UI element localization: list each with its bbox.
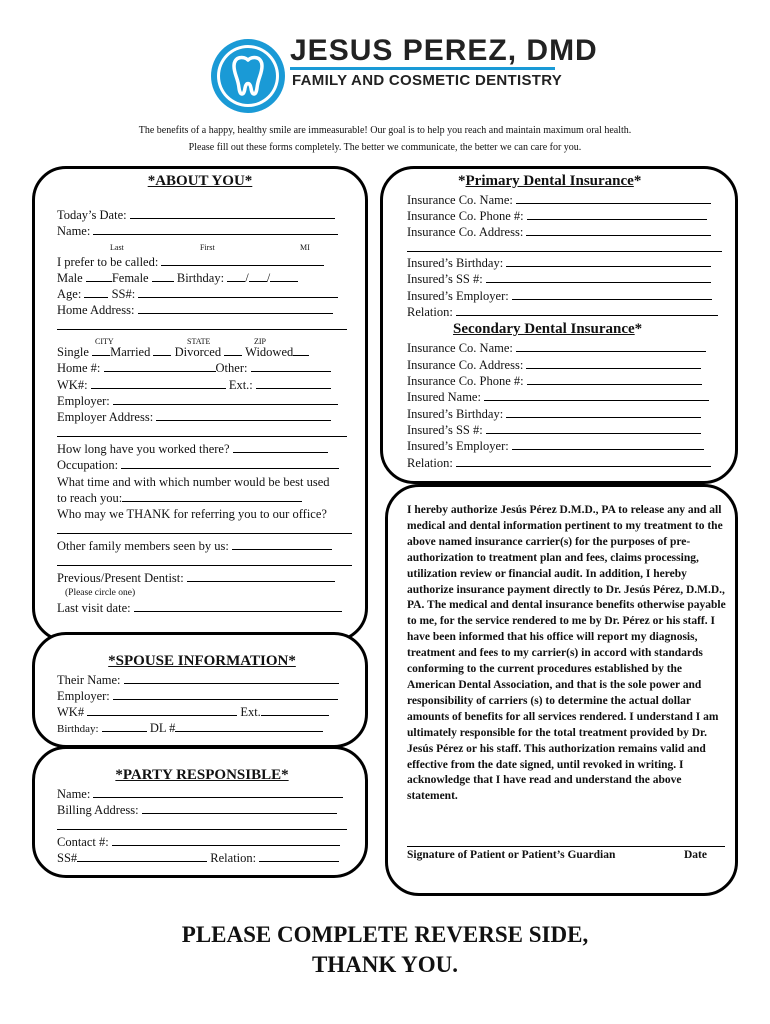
contact-field[interactable]: [57, 834, 340, 850]
divorced-label: Divorced: [174, 345, 222, 359]
best-time-field[interactable]: [57, 490, 302, 506]
preferred-name-label: I prefer to be called:: [57, 255, 159, 269]
party-ss-label: SS#: [57, 851, 78, 865]
primary-co-phone-field[interactable]: [407, 208, 707, 224]
primary-co-address-field[interactable]: [407, 224, 711, 240]
spouse-wk-label: WK#: [57, 705, 85, 719]
primary-ins-employer-field[interactable]: [407, 288, 712, 304]
secondary-insurance-heading: Secondary Dental Insurance: [453, 321, 635, 337]
last-visit-label: Last visit date:: [57, 601, 131, 615]
previous-dentist-field[interactable]: [57, 570, 335, 586]
spouse-wk-row[interactable]: [57, 704, 329, 720]
family-members-field[interactable]: [57, 538, 332, 554]
billing-address-line2[interactable]: [57, 818, 347, 834]
primary-insurance-title: *Primary Dental Insurance*: [458, 173, 642, 189]
primary-ins-ss-field[interactable]: [407, 271, 711, 287]
secondary-co-phone-field[interactable]: [407, 373, 702, 389]
wk-label: WK#:: [57, 378, 88, 392]
todays-date-field[interactable]: [57, 207, 335, 223]
secondary-insurance-title: Secondary Dental Insurance*: [453, 321, 643, 337]
name-sub-last: Last: [110, 243, 124, 252]
primary-co-address-line2[interactable]: [407, 240, 722, 256]
spouse-employer-field[interactable]: [57, 688, 338, 704]
referral-label: Who may we THANK for referring you to our office?: [57, 507, 327, 521]
employer-address-label: Employer Address:: [57, 410, 154, 424]
secondary-ins-employer-field[interactable]: [407, 438, 704, 454]
home-address-line2[interactable]: [57, 318, 347, 334]
other-label: Other:: [215, 361, 248, 375]
family-members-label: Other family members seen by us:: [57, 539, 229, 553]
occupation-field[interactable]: [57, 457, 339, 473]
primary-ins-birthday-field[interactable]: [407, 255, 711, 271]
female-label: Female: [111, 271, 149, 285]
primary-relation-label: Relation:: [407, 305, 453, 319]
primary-relation-field[interactable]: [407, 304, 718, 320]
spouse-birthday-label: Birthday:: [57, 723, 99, 735]
employer-field[interactable]: [57, 393, 338, 409]
home-phone-row[interactable]: [57, 360, 331, 376]
addr-sub-state: STATE: [187, 337, 211, 346]
billing-address-field[interactable]: [57, 802, 337, 818]
addr-sub-city: CITY: [95, 337, 114, 346]
party-name-label: Name:: [57, 787, 91, 801]
preferred-name-field[interactable]: [57, 254, 324, 270]
birthday-label: Birthday:: [176, 271, 225, 285]
referral-field[interactable]: [57, 522, 352, 538]
spouse-title: [0, 653, 404, 670]
primary-ins-birthday-label: Insured’s Birthday:: [407, 256, 504, 270]
name-field[interactable]: [57, 223, 338, 239]
spouse-ext-label: Ext.: [240, 705, 261, 719]
party-name-field[interactable]: [57, 786, 343, 802]
spouse-name-field[interactable]: [57, 672, 339, 688]
practice-name: JESUS PEREZ, DMD: [290, 34, 598, 67]
how-long-field[interactable]: [57, 441, 328, 457]
secondary-ins-birthday-field[interactable]: [407, 406, 701, 422]
about-you-heading: *ABOUT YOU*: [147, 173, 253, 189]
married-label: Married: [110, 345, 151, 359]
spouse-birthday-row[interactable]: [57, 720, 323, 737]
ss-label: SS#:: [111, 287, 136, 301]
primary-co-address-label: Insurance Co. Address:: [407, 225, 524, 239]
name-sub-first: First: [200, 243, 215, 252]
secondary-co-phone-label: Insurance Co. Phone #:: [407, 374, 524, 388]
signature-date-label: Date: [684, 849, 707, 861]
best-time-label-2: to reach you:: [57, 491, 123, 505]
billing-address-label: Billing Address:: [57, 803, 139, 817]
gender-birthday-row[interactable]: Male Female Birthday: / /: [57, 270, 298, 286]
secondary-relation-label: Relation:: [407, 456, 453, 470]
employer-address-line2[interactable]: [57, 425, 347, 441]
spouse-heading: *SPOUSE INFORMATION*: [108, 653, 296, 669]
widowed-label: Widowed: [245, 345, 294, 359]
home-address-label: Home Address:: [57, 303, 135, 317]
marital-status-row[interactable]: [57, 344, 309, 360]
age-ss-row[interactable]: [57, 286, 338, 302]
spouse-dl-label: DL #: [149, 721, 176, 735]
previous-dentist-label: Previous/Present Dentist:: [57, 571, 184, 585]
best-time-label-1: What time and with which number would be best used: [57, 475, 330, 489]
secondary-relation-field[interactable]: [407, 455, 711, 471]
primary-insurance-heading: Primary Dental Insurance: [465, 173, 634, 189]
home-address-field[interactable]: [57, 302, 333, 318]
single-label: Single: [57, 345, 89, 359]
ext-label: Ext.:: [228, 378, 253, 392]
secondary-co-address-field[interactable]: [407, 357, 701, 373]
intro-text-2: Please fill out these forms completely. The better we communicate, the better we can care for you.: [188, 142, 582, 153]
authorization-text: I hereby authorize Jesús Pérez D.M.D., PA to release any and all medical and dental information pertinent to my treatment to the above named insurance carrier(s) for the purposes of pre-authorization to treatment plan and fees, claims processing, utilization review or financial audit. In addition, I hereby authorize insurance payment directly to Dr. Jesús Pérez, D.M.D., PA. The medical and dental insurance benefits otherwise payable to me, for the service rendered to me by Dr. Pérez or his staff. I have been informed that his office will report my diagnosis, treatment and fees to my carrier(s) in accord with standards conforming to the current procedures established by the American Dental Association, and that is the sole power and responsibility of carriers (s) to determine the actual dollar amounts of benefits for all services rendered. I understand I am ultimately responsible for the total treatment provided by Dr. Jesús Pérez or his staff. This authorization remains valid and effective from the date signed, until revoked in writing. I acknowledge that I have read and understand the above statement.: [407, 504, 726, 803]
age-label: Age:: [57, 287, 82, 301]
male-label: Male: [57, 271, 83, 285]
party-relation-label: Relation:: [210, 851, 257, 865]
employer-label: Employer:: [57, 394, 110, 408]
party-title: [0, 767, 404, 784]
last-visit-field[interactable]: [57, 600, 342, 616]
primary-ins-ss-label: Insured’s SS #:: [407, 272, 483, 286]
primary-ins-employer-label: Insured’s Employer:: [407, 289, 509, 303]
spouse-employer-label: Employer:: [57, 689, 110, 703]
about-you-title: [0, 173, 400, 190]
secondary-ins-name-field[interactable]: [407, 389, 709, 405]
secondary-co-address-label: Insurance Co. Address:: [407, 358, 524, 372]
primary-co-name-field[interactable]: [407, 192, 711, 208]
practice-subtitle: FAMILY AND COSMETIC DENTISTRY: [292, 72, 563, 89]
how-long-label: How long have you worked there?: [57, 442, 230, 456]
brand-divider: [290, 67, 555, 70]
work-phone-row[interactable]: [57, 377, 331, 393]
tooth-icon: [208, 36, 288, 116]
intro-text-1: The benefits of a happy, healthy smile are immeasurable! Our goal is to help you reach and maintain maximum oral health.: [138, 125, 632, 136]
secondary-ins-name-label: Insured Name:: [407, 390, 481, 404]
secondary-ins-ss-field[interactable]: [407, 422, 701, 438]
todays-date-label: Today’s Date:: [57, 208, 127, 222]
footer-line-1: PLEASE COMPLETE REVERSE SIDE,: [181, 922, 589, 947]
party-heading: *PARTY RESPONSIBLE*: [115, 767, 289, 783]
occupation-label: Occupation:: [57, 458, 119, 472]
footer-line-2: THANK YOU.: [311, 952, 459, 977]
signature-label: Signature of Patient or Patient’s Guardian: [407, 849, 616, 861]
primary-co-phone-label: Insurance Co. Phone #:: [407, 209, 524, 223]
home-phone-label: Home #:: [57, 361, 101, 375]
name-sub-mi: MI: [300, 243, 310, 252]
family-members-line2[interactable]: [57, 554, 352, 570]
primary-co-name-label: Insurance Co. Name:: [407, 193, 513, 207]
addr-sub-zip: ZIP: [254, 337, 266, 346]
spouse-name-label: Their Name:: [57, 673, 121, 687]
secondary-ins-birthday-label: Insured’s Birthday:: [407, 407, 504, 421]
circle-one-note: (Please circle one): [65, 588, 136, 598]
secondary-co-name-field[interactable]: [407, 340, 706, 356]
secondary-co-name-label: Insurance Co. Name:: [407, 341, 513, 355]
employer-address-field[interactable]: [57, 409, 331, 425]
secondary-ins-employer-label: Insured’s Employer:: [407, 439, 509, 453]
contact-label: Contact #:: [57, 835, 109, 849]
name-label: Name:: [57, 224, 91, 238]
secondary-ins-ss-label: Insured’s SS #:: [407, 423, 483, 437]
party-ss-row[interactable]: [57, 850, 339, 866]
